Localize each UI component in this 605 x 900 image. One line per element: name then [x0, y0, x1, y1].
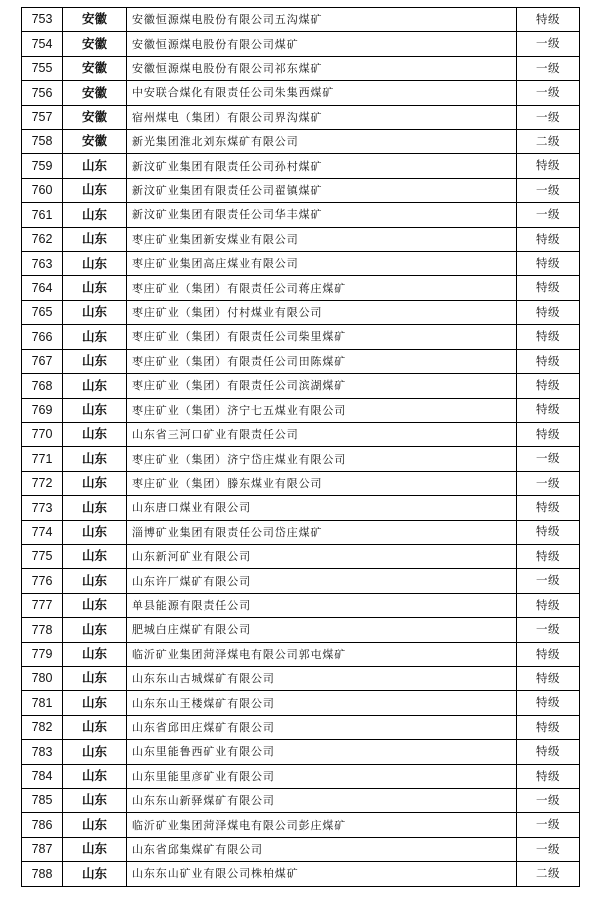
- grade-cell: 特级: [517, 520, 580, 544]
- grade-cell: 特级: [517, 496, 580, 520]
- table-row: [22, 8, 580, 32]
- province-cell: 安徽: [63, 130, 127, 154]
- mine-name-cell: 枣庄矿业集团高庄煤业有限公司: [127, 252, 517, 276]
- table-row: [22, 544, 580, 568]
- row-number-cell: 762: [22, 227, 63, 251]
- mine-name-cell: 枣庄矿业（集团）济宁岱庄煤业有限公司: [127, 447, 517, 471]
- table-row: [22, 276, 580, 300]
- mine-name-cell: 枣庄矿业集团新安煤业有限公司: [127, 227, 517, 251]
- grade-cell: 特级: [517, 642, 580, 666]
- province-cell: 山东: [63, 252, 127, 276]
- province-cell: 山东: [63, 349, 127, 373]
- row-number-cell: 770: [22, 422, 63, 446]
- mine-name-cell: 安徽恒源煤电股份有限公司五沟煤矿: [127, 8, 517, 32]
- table-row: [22, 422, 580, 446]
- mine-name-cell: 枣庄矿业（集团）付村煤业有限公司: [127, 300, 517, 324]
- province-cell: 山东: [63, 618, 127, 642]
- province-cell: 山东: [63, 666, 127, 690]
- province-cell: 山东: [63, 447, 127, 471]
- grade-cell: 一级: [517, 813, 580, 837]
- grade-cell: 二级: [517, 862, 580, 886]
- province-cell: 山东: [63, 520, 127, 544]
- province-cell: 山东: [63, 276, 127, 300]
- row-number-cell: 755: [22, 56, 63, 80]
- province-cell: 山东: [63, 398, 127, 422]
- mine-name-cell: 肥城白庄煤矿有限公司: [127, 618, 517, 642]
- table-row: [22, 203, 580, 227]
- mine-name-cell: 新汶矿业集团有限责任公司翟镇煤矿: [127, 178, 517, 202]
- table-row: [22, 642, 580, 666]
- coal-mine-grade-table: [21, 7, 580, 887]
- mine-name-cell: 淄博矿业集团有限责任公司岱庄煤矿: [127, 520, 517, 544]
- table-row: [22, 764, 580, 788]
- mine-name-cell: 山东省邱田庄煤矿有限公司: [127, 715, 517, 739]
- grade-cell: 特级: [517, 666, 580, 690]
- grade-cell: 特级: [517, 374, 580, 398]
- table-row: [22, 105, 580, 129]
- grade-cell: 特级: [517, 252, 580, 276]
- row-number-cell: 782: [22, 715, 63, 739]
- province-cell: 山东: [63, 715, 127, 739]
- province-cell: 山东: [63, 422, 127, 446]
- grade-cell: 特级: [517, 398, 580, 422]
- table-row: [22, 715, 580, 739]
- province-cell: 山东: [63, 300, 127, 324]
- table-row: [22, 691, 580, 715]
- grade-cell: 一级: [517, 837, 580, 861]
- grade-cell: 一级: [517, 203, 580, 227]
- row-number-cell: 773: [22, 496, 63, 520]
- grade-cell: 特级: [517, 544, 580, 568]
- row-number-cell: 756: [22, 81, 63, 105]
- mine-name-cell: 山东许厂煤矿有限公司: [127, 569, 517, 593]
- mine-name-cell: 枣庄矿业（集团）有限责任公司蒋庄煤矿: [127, 276, 517, 300]
- grade-cell: 一级: [517, 447, 580, 471]
- province-cell: 山东: [63, 178, 127, 202]
- grade-cell: 一级: [517, 105, 580, 129]
- grade-cell: 特级: [517, 764, 580, 788]
- province-cell: 安徽: [63, 105, 127, 129]
- mine-name-cell: 枣庄矿业（集团）有限责任公司田陈煤矿: [127, 349, 517, 373]
- province-cell: 山东: [63, 813, 127, 837]
- row-number-cell: 783: [22, 740, 63, 764]
- grade-cell: 一级: [517, 178, 580, 202]
- mine-name-cell: 山东省三河口矿业有限责任公司: [127, 422, 517, 446]
- table-row: [22, 789, 580, 813]
- row-number-cell: 759: [22, 154, 63, 178]
- grade-cell: 特级: [517, 8, 580, 32]
- row-number-cell: 788: [22, 862, 63, 886]
- grade-cell: 特级: [517, 227, 580, 251]
- table-row: [22, 520, 580, 544]
- row-number-cell: 784: [22, 764, 63, 788]
- row-number-cell: 764: [22, 276, 63, 300]
- table-row: [22, 569, 580, 593]
- grade-cell: 二级: [517, 130, 580, 154]
- province-cell: 山东: [63, 374, 127, 398]
- mine-name-cell: 山东唐口煤业有限公司: [127, 496, 517, 520]
- mine-name-cell: 安徽恒源煤电股份有限公司祁东煤矿: [127, 56, 517, 80]
- grade-cell: 一级: [517, 471, 580, 495]
- row-number-cell: 763: [22, 252, 63, 276]
- mine-name-cell: 枣庄矿业（集团）济宁七五煤业有限公司: [127, 398, 517, 422]
- table-row: [22, 154, 580, 178]
- grade-cell: 特级: [517, 325, 580, 349]
- row-number-cell: 780: [22, 666, 63, 690]
- grade-cell: 一级: [517, 81, 580, 105]
- province-cell: 山东: [63, 764, 127, 788]
- mine-name-cell: 枣庄矿业（集团）有限责任公司滨湖煤矿: [127, 374, 517, 398]
- table-row: [22, 81, 580, 105]
- row-number-cell: 774: [22, 520, 63, 544]
- table-row: [22, 862, 580, 886]
- province-cell: 山东: [63, 496, 127, 520]
- grade-cell: 特级: [517, 593, 580, 617]
- mine-name-cell: 山东省邱集煤矿有限公司: [127, 837, 517, 861]
- mine-name-cell: 单县能源有限责任公司: [127, 593, 517, 617]
- row-number-cell: 777: [22, 593, 63, 617]
- row-number-cell: 757: [22, 105, 63, 129]
- table-row: [22, 252, 580, 276]
- table-row: [22, 471, 580, 495]
- mine-name-cell: 山东里能里彦矿业有限公司: [127, 764, 517, 788]
- row-number-cell: 760: [22, 178, 63, 202]
- grade-cell: 一级: [517, 618, 580, 642]
- row-number-cell: 768: [22, 374, 63, 398]
- mine-name-cell: 山东东山王楼煤矿有限公司: [127, 691, 517, 715]
- table-row: [22, 837, 580, 861]
- mine-name-cell: 山东东山古城煤矿有限公司: [127, 666, 517, 690]
- province-cell: 山东: [63, 471, 127, 495]
- grade-cell: 特级: [517, 154, 580, 178]
- province-cell: 山东: [63, 325, 127, 349]
- mine-name-cell: 枣庄矿业（集团）有限责任公司柴里煤矿: [127, 325, 517, 349]
- grade-cell: 一级: [517, 56, 580, 80]
- table-row: [22, 666, 580, 690]
- province-cell: 山东: [63, 544, 127, 568]
- row-number-cell: 766: [22, 325, 63, 349]
- mine-name-cell: 山东里能鲁西矿业有限公司: [127, 740, 517, 764]
- grade-cell: 特级: [517, 349, 580, 373]
- table-row: [22, 496, 580, 520]
- mine-name-cell: 山东东山新驿煤矿有限公司: [127, 789, 517, 813]
- mine-name-cell: 新汶矿业集团有限责任公司孙村煤矿: [127, 154, 517, 178]
- mine-name-cell: 宿州煤电（集团）有限公司界沟煤矿: [127, 105, 517, 129]
- mine-name-cell: 山东东山矿业有限公司株柏煤矿: [127, 862, 517, 886]
- province-cell: 山东: [63, 203, 127, 227]
- row-number-cell: 767: [22, 349, 63, 373]
- table-row: [22, 300, 580, 324]
- mine-name-cell: 临沂矿业集团菏泽煤电有限公司彭庄煤矿: [127, 813, 517, 837]
- row-number-cell: 786: [22, 813, 63, 837]
- province-cell: 山东: [63, 789, 127, 813]
- row-number-cell: 765: [22, 300, 63, 324]
- mine-name-cell: 新汶矿业集团有限责任公司华丰煤矿: [127, 203, 517, 227]
- grade-cell: 一级: [517, 32, 580, 56]
- row-number-cell: 787: [22, 837, 63, 861]
- grade-cell: 特级: [517, 300, 580, 324]
- row-number-cell: 769: [22, 398, 63, 422]
- row-number-cell: 771: [22, 447, 63, 471]
- row-number-cell: 778: [22, 618, 63, 642]
- grade-cell: 特级: [517, 276, 580, 300]
- table-row: [22, 130, 580, 154]
- province-cell: 山东: [63, 862, 127, 886]
- mine-name-cell: 山东新河矿业有限公司: [127, 544, 517, 568]
- mine-name-cell: 中安联合煤化有限责任公司朱集西煤矿: [127, 81, 517, 105]
- table-row: [22, 56, 580, 80]
- province-cell: 山东: [63, 593, 127, 617]
- grade-cell: 特级: [517, 691, 580, 715]
- grade-cell: 特级: [517, 715, 580, 739]
- row-number-cell: 776: [22, 569, 63, 593]
- grade-cell: 特级: [517, 740, 580, 764]
- table-row: [22, 447, 580, 471]
- grade-cell: 特级: [517, 422, 580, 446]
- row-number-cell: 761: [22, 203, 63, 227]
- table-row: [22, 227, 580, 251]
- mine-name-cell: 安徽恒源煤电股份有限公司煤矿: [127, 32, 517, 56]
- grade-cell: 一级: [517, 789, 580, 813]
- grade-cell: 一级: [517, 569, 580, 593]
- row-number-cell: 758: [22, 130, 63, 154]
- table-row: [22, 32, 580, 56]
- mine-name-cell: 临沂矿业集团菏泽煤电有限公司郭屯煤矿: [127, 642, 517, 666]
- table-row: [22, 349, 580, 373]
- table-row: [22, 374, 580, 398]
- table-row: [22, 740, 580, 764]
- table-body: [22, 8, 580, 887]
- province-cell: 安徽: [63, 32, 127, 56]
- province-cell: 山东: [63, 642, 127, 666]
- province-cell: 山东: [63, 691, 127, 715]
- row-number-cell: 754: [22, 32, 63, 56]
- province-cell: 山东: [63, 837, 127, 861]
- province-cell: 山东: [63, 569, 127, 593]
- province-cell: 安徽: [63, 56, 127, 80]
- mine-name-cell: 枣庄矿业（集团）滕东煤业有限公司: [127, 471, 517, 495]
- province-cell: 安徽: [63, 81, 127, 105]
- row-number-cell: 779: [22, 642, 63, 666]
- table-row: [22, 813, 580, 837]
- mine-name-cell: 新光集团淮北刘东煤矿有限公司: [127, 130, 517, 154]
- row-number-cell: 772: [22, 471, 63, 495]
- table-row: [22, 398, 580, 422]
- row-number-cell: 753: [22, 8, 63, 32]
- row-number-cell: 785: [22, 789, 63, 813]
- province-cell: 安徽: [63, 8, 127, 32]
- province-cell: 山东: [63, 154, 127, 178]
- table-row: [22, 593, 580, 617]
- row-number-cell: 775: [22, 544, 63, 568]
- row-number-cell: 781: [22, 691, 63, 715]
- table-row: [22, 618, 580, 642]
- province-cell: 山东: [63, 740, 127, 764]
- table-row: [22, 178, 580, 202]
- table-row: [22, 325, 580, 349]
- province-cell: 山东: [63, 227, 127, 251]
